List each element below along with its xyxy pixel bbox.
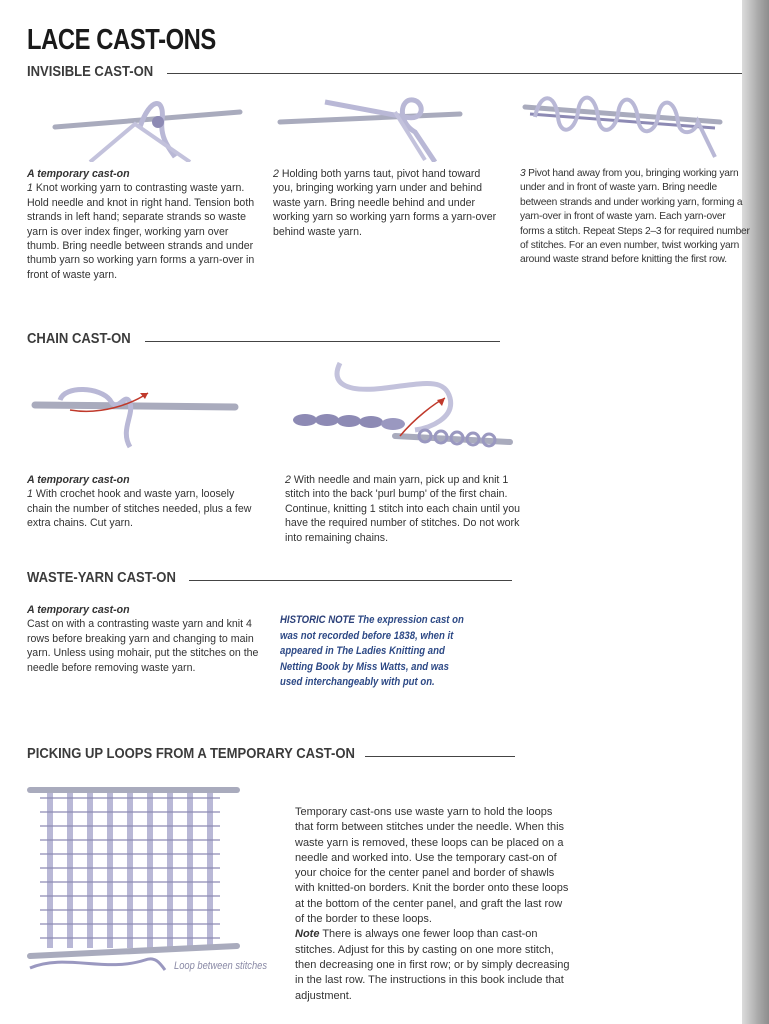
- arrow-head: [140, 393, 148, 399]
- page-edge-shadow: [742, 0, 769, 1024]
- invisible-step3-illustration: [520, 92, 725, 162]
- section-rule: [189, 580, 512, 581]
- invisible-step1-illustration: [50, 92, 250, 162]
- page-title: LACE CAST-ONS: [27, 24, 216, 56]
- chain-step2-text: [285, 473, 525, 545]
- waste-yarn-text: [27, 603, 259, 675]
- chain-step2-illustration: [285, 358, 515, 453]
- section-rule: [167, 73, 742, 74]
- chain-step1-text: [27, 473, 252, 531]
- crochet-hook: [35, 405, 235, 407]
- section-rule: [365, 756, 515, 757]
- step-number: 1: [27, 488, 33, 501]
- step-number: 2: [273, 168, 279, 180]
- knitted-fabric: [50, 793, 210, 948]
- illustration-caption: Loop between stitches: [174, 960, 268, 972]
- step-caption: A temporary cast-on: [27, 474, 130, 486]
- loop-between-stitches: [30, 959, 165, 970]
- picking-up-text: [295, 805, 573, 1004]
- note-label: Note: [295, 928, 320, 941]
- section-heading-invisible: INVISIBLE CAST-ON: [27, 64, 154, 80]
- crochet-chain: [293, 414, 405, 430]
- needle: [280, 114, 460, 122]
- step-caption: A temporary cast-on: [27, 168, 130, 180]
- historic-note: [280, 613, 465, 691]
- section-heading-chain: CHAIN CAST-ON: [27, 331, 131, 347]
- section-rule: [145, 341, 500, 342]
- historic-note-label: HISTORIC NOTE: [280, 614, 355, 626]
- step-body: Holding both yarns taut, pivot hand toward you, bringing working yarn under and behind waste yarn. Bring needle behind and under working yarn so working yarn forms a yarn-over behind waste yarn.: [273, 168, 497, 238]
- historic-note-text: The expression cast on was not recorded before 1838, when it appeared in The Ladies Knitting and Netting Book by Miss Watts, and was used interchangeably with put on.: [280, 614, 464, 689]
- step-number: 2: [285, 474, 291, 486]
- invisible-step3-text: [520, 167, 752, 268]
- step-body: With needle and main yarn, pick up and knit 1 stitch into the back 'purl bump' of the first chain. Continue, knitting 1 stitch into each chain until you have the required number of stitches. Do not work into remaining chains.: [285, 474, 520, 544]
- note-text: There is always one fewer loop than cast-on stitches. Adjust for this by casting on one more stitch, then decreasing one in first row; or by simply decreasing in the last row. The instructions in this book include that adjustment.: [295, 928, 570, 1002]
- picking-up-body: Temporary cast-ons use waste yarn to hold the loops that form between stitches under the needle. When this waste yarn is removed, these loops can be placed on a needle and worked into. Use the temporary cast-on of your choice for the center panel and border of shawls with knitted-on borders. Knit the border onto these loops at the bottom of the center panel, and graft the last row of the border to these loops.: [295, 806, 569, 926]
- picking-up-illustration: [25, 778, 240, 978]
- step-caption: A temporary cast-on: [27, 604, 130, 616]
- waste-yarn: [60, 389, 131, 447]
- bottom-needle: [30, 946, 237, 956]
- section-heading-picking-up: PICKING UP LOOPS FROM A TEMPORARY CAST-ON: [27, 746, 355, 762]
- invisible-step2-illustration: [275, 92, 465, 162]
- chain-step1-illustration: [30, 375, 245, 450]
- invisible-step1-text: [27, 167, 257, 282]
- step-body: Cast on with a contrasting waste yarn and knit 4 rows before breaking yarn and changing to main yarn. Unless using mohair, put the stitches on the needle before removing waste yarn.: [27, 618, 259, 674]
- section-heading-waste-yarn: WASTE-YARN CAST-ON: [27, 570, 176, 586]
- invisible-step2-text: [273, 167, 498, 239]
- knot: [152, 116, 164, 128]
- step-body: Pivot hand away from you, bringing working yarn under and in front of waste yarn. Bring needle between strands and under working yarn, forming a yarn-over in front of waste yarn. Each yarn-over forms a stitch. Repeat Steps 2–3 for required number of stitches. For an even number, twist working yarn around waste strand before knitting the first row.: [520, 168, 750, 266]
- step-number: 3: [520, 168, 526, 179]
- step-number: 1: [27, 182, 33, 195]
- step-body: Knot working yarn to contrasting waste yarn. Hold needle and knot in right hand. Tension both strands in left hand; separate strands so waste yarn is over index finger, working yarn over thumb. Bring needle between strands and under thumb yarn so working yarn forms a yarn-over in front of waste yarn.: [27, 182, 255, 281]
- step-body: With crochet hook and waste yarn, loosely chain the number of stitches needed, plus a few extra chains. Cut yarn.: [27, 488, 252, 530]
